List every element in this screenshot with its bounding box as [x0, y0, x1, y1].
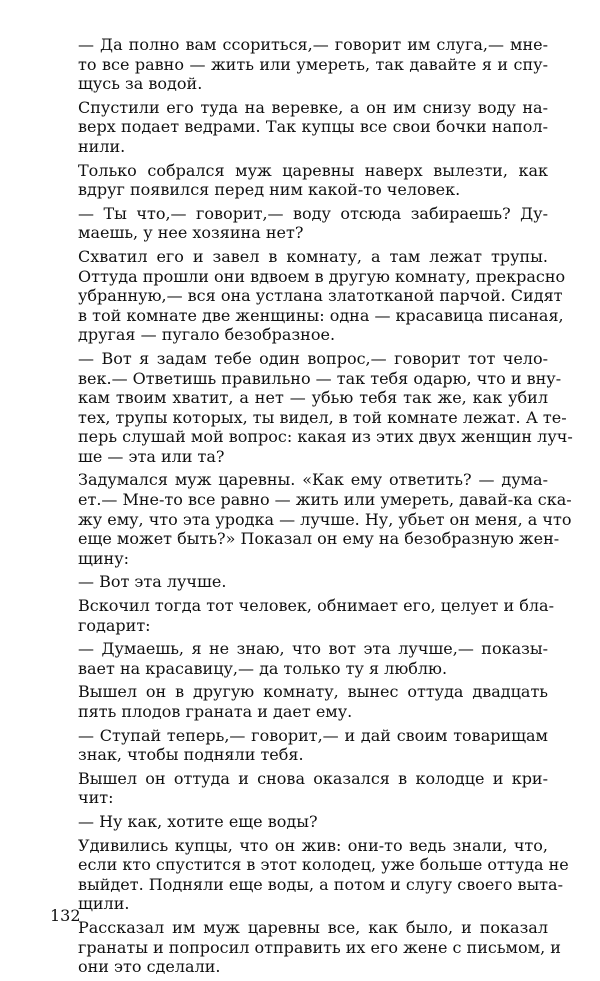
- paragraph: [50, 470, 572, 568]
- paragraph: [50, 726, 548, 765]
- text-line: убранную,— вся она устлана златотканой парчой. Сидят: [78, 286, 563, 306]
- text-line: нили.: [78, 136, 126, 156]
- text-line: — Да полно вам ссориться,— говорит им слуга,— мне-: [78, 35, 548, 54]
- text-line: Задумался муж царевны. «Как ему ответить? — дума-: [78, 470, 548, 490]
- text-line: жу ему, что эта уродка — лучше. Ну, убьет он меня, а что: [78, 509, 572, 529]
- paragraph: [50, 639, 548, 678]
- text-line: перь слушай мой вопрос: какая из этих двух женщин луч-: [78, 427, 573, 447]
- text-line: Удивились купцы, что он жив: они-то ведь знали, что,: [78, 835, 548, 855]
- text-line: знак, чтобы подняли тебя.: [78, 745, 304, 765]
- text-line: еще может быть?» Показал он ему на безобразную жен-: [78, 529, 560, 549]
- text-line: Вышел он в другую комнату, вынес оттуда двадцать: [78, 682, 548, 702]
- paragraph: [50, 835, 569, 914]
- paragraph: [50, 596, 554, 635]
- text-line: Рассказал им муж царевны все, как было, и показал: [78, 917, 548, 937]
- text-line: Схватил его и завел в комнату, а там лежат трупы.: [78, 246, 548, 266]
- text-line: вает на красавицу,— да только ту я люблю.: [78, 658, 448, 678]
- paragraph: [50, 348, 573, 467]
- text-line: в той комнате две женщины: одна — красавица писаная,: [78, 305, 564, 325]
- paragraph: [50, 682, 548, 721]
- paragraph: [50, 204, 548, 243]
- text-line: — Вот эта лучше.: [78, 572, 227, 592]
- text-line: — Вот я задам тебе один вопрос,— говорит тот чело-: [78, 348, 548, 368]
- paragraph: [50, 246, 566, 345]
- text-line: Вышел он оттуда и снова оказался в колодце и кри-: [78, 768, 548, 788]
- text-line: чит:: [78, 788, 114, 808]
- paragraph: [50, 769, 548, 808]
- paragraph: [50, 812, 548, 832]
- text-line: Только собрался муж царевны наверх вылезти, как: [78, 160, 548, 180]
- paragraph: [50, 572, 548, 592]
- text-line: щусь за водой.: [78, 74, 203, 94]
- text-line: пять плодов граната и дает ему.: [78, 702, 353, 721]
- text-line: Спустили его туда на веревке, а он им снизу воду на-: [78, 97, 548, 117]
- text-line: тех, трупы которых, ты видел, в той комнате лежат. А те-: [78, 407, 567, 427]
- paragraph: [50, 917, 561, 977]
- text-line: то все равно — жить или умереть, так давайте я и спу-: [78, 54, 548, 74]
- text-line: Вскочил тогда тот человек, обнимает его, целует и бла-: [78, 596, 554, 616]
- text-line: вдруг появился перед ним какой-то человек.: [78, 180, 461, 200]
- text-line: ше — эта или та?: [78, 446, 225, 466]
- text-line: маешь, у нее хозяина нет?: [78, 223, 304, 243]
- text-line: Оттуда прошли они вдвоем в другую комнату, прекрасно: [78, 266, 566, 286]
- text-line: они это сделали.: [78, 957, 221, 977]
- book-page: [50, 35, 573, 981]
- text-line: век.— Ответишь правильно — так тебя одарю, что и вну-: [78, 368, 562, 388]
- text-line: если кто спустится в этот колодец, уже больше оттуда не: [78, 855, 569, 875]
- text-line: другая — пугало безобразное.: [78, 325, 336, 345]
- text-line: — Ну как, хотите еще воды?: [78, 811, 318, 831]
- text-line: ет.— Мне-то все равно — жить или умереть, давай-ка ска-: [78, 490, 572, 510]
- page-number: 132: [50, 906, 81, 925]
- text-line: — Думаешь, я не знаю, что вот эта лучше,— показы-: [78, 639, 548, 659]
- paragraph: [50, 161, 548, 200]
- text-line: щину:: [78, 548, 130, 568]
- text-line: — Ступай теперь,— говорит,— и дай своим товарищам: [78, 725, 548, 745]
- text-line: — Ты что,— говорит,— воду отсюда забираешь? Ду-: [78, 203, 548, 223]
- text-line: щили.: [78, 894, 130, 914]
- text-line: гранаты и попросил отправить их его жене с письмом, и: [78, 937, 561, 957]
- body-text: [50, 35, 573, 977]
- paragraph: [50, 35, 548, 94]
- paragraph: [50, 98, 548, 157]
- text-line: кам твоим хватит, а нет — убью тебя так же, как убил: [78, 388, 548, 408]
- text-line: верх подает ведрами. Так купцы все свои бочки напол-: [78, 117, 548, 137]
- text-line: годарит:: [78, 615, 151, 635]
- text-line: выйдет. Подняли еще воды, а потом и слугу своего выта-: [78, 874, 563, 894]
